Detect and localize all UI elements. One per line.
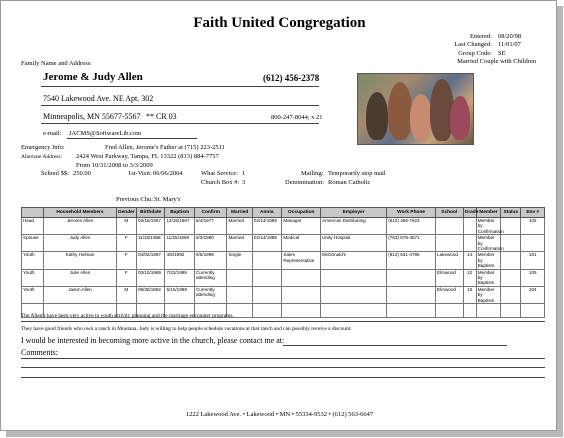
table-cell	[252, 269, 282, 286]
table-cell: 03/10/1989	[136, 269, 164, 286]
table-cell: Spouse	[22, 235, 44, 252]
table-cell: 12/15/1967	[165, 218, 195, 235]
table-cell: Elmwood	[436, 286, 463, 303]
mailing-value: Temporarily stop mail	[328, 170, 386, 177]
email-label: e-mail:	[43, 130, 62, 137]
table-cell: 6/3/1980	[194, 235, 227, 252]
table-cell	[463, 218, 476, 235]
table-cell: Elmwood	[436, 269, 463, 286]
first-visit-label: 1st-Visit:	[128, 170, 152, 177]
meta-label: Entered:	[469, 33, 492, 40]
table-cell: 4/8/1992	[165, 252, 195, 269]
what-service-label: What Service:	[201, 170, 238, 177]
table-cell: Single	[227, 252, 252, 269]
table-cell	[387, 269, 436, 286]
previous-church-value: St. Mary's	[154, 196, 181, 203]
table-cell	[501, 269, 521, 286]
table-cell: Kathy Holman	[44, 252, 116, 269]
table-cell: Unity Hospital	[321, 235, 387, 252]
table-cell	[521, 304, 545, 318]
page-shadow-bottom	[6, 431, 563, 437]
table-cell: 10	[463, 286, 476, 303]
emergency-label: Emergency Info:	[21, 144, 65, 151]
table-cell	[252, 286, 282, 303]
table-cell: 102	[521, 218, 545, 235]
column-header: Employer	[321, 208, 387, 218]
photo-figure	[450, 96, 470, 140]
table-cell	[501, 304, 521, 318]
name-underline	[41, 86, 319, 87]
table-cell: 14	[463, 252, 476, 269]
table-cell	[227, 269, 252, 286]
table-cell	[321, 269, 387, 286]
table-cell: Sales Representative	[282, 252, 321, 269]
column-header: School	[436, 208, 463, 218]
table-cell: American Distributing	[321, 218, 387, 235]
table-cell	[436, 235, 463, 252]
previous-church-label: Previous Chu:	[116, 196, 154, 203]
table-cell: Youth	[22, 252, 44, 269]
photo-figure	[410, 94, 432, 140]
comment-line	[21, 367, 545, 368]
column-header: Member	[476, 208, 500, 218]
table-cell	[501, 286, 521, 303]
table-cell: M	[116, 218, 136, 235]
column-header: Household Members	[44, 208, 116, 218]
table-cell: Member by Baptism	[476, 252, 500, 269]
table-cell	[321, 286, 387, 303]
column-header: Occupation	[282, 208, 321, 218]
table-cell: (763) 678-4571	[387, 235, 436, 252]
column-header: Birthdate	[136, 208, 164, 218]
meta-value: 08/20/98	[498, 33, 522, 40]
family-section-label: Family Name and Address:	[21, 60, 92, 67]
table-cell: 7/22/1995	[165, 269, 195, 286]
table-cell: 02/14/1988	[252, 235, 282, 252]
table-cell: 12	[463, 269, 476, 286]
table-cell: Head	[22, 218, 44, 235]
family-photo	[357, 73, 474, 145]
table-cell: Youth	[22, 269, 44, 286]
table-cell	[476, 304, 500, 318]
table-cell	[252, 304, 282, 318]
table-cell: Member by Baptism	[476, 286, 500, 303]
table-cell: Member by Baptism	[476, 269, 500, 286]
alt-address-dates: From 10/31/2008 to 3/3/2009	[76, 162, 153, 169]
table-cell: Medical	[282, 235, 321, 252]
email-value: JACMS@SoftwareLib.com	[69, 130, 142, 137]
table-cell: Jason Allen	[44, 286, 116, 303]
meta-group-desc	[454, 58, 536, 66]
emergency-value: Fred Allen, Jerome's Father at (715) 223-2511	[105, 144, 225, 151]
meta-label: Group Code:	[458, 49, 492, 57]
column-header: Baptism	[165, 208, 195, 218]
city-underline	[41, 123, 319, 124]
mailing-label: Mailing:	[301, 170, 324, 177]
church-box-value: 3	[242, 179, 246, 186]
column-header: Gender	[116, 208, 136, 218]
email-underline	[67, 138, 197, 139]
table-cell	[282, 269, 321, 286]
table-cell: 5/15/1998	[165, 286, 195, 303]
table-cell: Jerome Allen	[44, 218, 116, 235]
school-value: 250.00	[73, 170, 91, 177]
table-cell: Member by Confirmation	[477, 235, 504, 252]
photo-figure	[388, 82, 412, 140]
table-cell: 101	[521, 252, 545, 269]
table-row	[22, 218, 545, 235]
contact-input-line	[283, 345, 507, 346]
table-cell: Julie Allen	[44, 269, 116, 286]
table-cell: 104	[521, 286, 545, 303]
table-cell	[521, 235, 545, 252]
denomination-label: Denomination:	[285, 179, 324, 186]
table-cell: 04/02/1987	[136, 252, 164, 269]
column-header	[22, 208, 44, 218]
meta-last-changed	[454, 41, 536, 49]
table-header-row	[22, 208, 545, 218]
family-cr: ** CR 03	[146, 112, 177, 121]
street-underline	[41, 105, 319, 106]
column-header: Grade	[463, 208, 476, 218]
note-line-1: The Allen's have been very active in youth activity planning and the marriage encounter programs.	[21, 313, 234, 319]
column-header: Work Phone	[387, 208, 436, 218]
note-line-2: They have good friends who own a ranch in Montana. Judy is willing to help people schedule vacations at that ranch and can possibly receive a discount.	[21, 326, 352, 332]
table-cell: 03/15/1967	[136, 218, 164, 235]
column-header: Env #	[521, 208, 545, 218]
meta-entered	[454, 33, 536, 41]
table-cell	[321, 304, 387, 318]
family-phone: (612) 456-2378	[263, 73, 320, 83]
comment-line	[21, 377, 545, 378]
what-service-value: 1	[242, 170, 246, 177]
table-cell: Lakewood	[436, 252, 463, 269]
table-cell	[387, 286, 436, 303]
table-row	[22, 269, 545, 286]
column-header: Married	[227, 208, 252, 218]
church-box-label: Church Box #:	[201, 179, 240, 186]
table-cell	[436, 304, 463, 318]
column-header: Anniv.	[252, 208, 282, 218]
family-city-line: Minneapolis, MN 55677-5567	[43, 112, 141, 121]
column-header: Status	[501, 208, 521, 218]
table-cell: Married	[227, 218, 252, 235]
table-cell: Judy Allen	[44, 235, 116, 252]
table-cell: 105	[521, 269, 545, 286]
meta-label: Last Changed:	[454, 41, 492, 49]
page-title: Faith United Congregation	[193, 15, 366, 31]
table-cell	[387, 304, 436, 318]
table-cell: 5/5/1999	[194, 252, 227, 269]
comment-line	[21, 358, 545, 359]
meta-value: SE	[498, 49, 506, 57]
table-cell: Youth	[22, 286, 44, 303]
table-cell: McDonald's	[321, 252, 387, 269]
table-cell: 09/30/1992	[136, 286, 164, 303]
table-cell: M	[116, 286, 136, 303]
denomination-value: Roman Catholic	[328, 179, 371, 186]
table-cell: Member by Confirmation	[477, 218, 504, 234]
alt-address-label: Alternate Address:	[21, 154, 63, 160]
comments-label: Comments:	[21, 348, 58, 357]
group-description: Married Couple with Children	[457, 57, 536, 65]
table-cell: Married	[227, 235, 252, 252]
table-cell: 6/4/1977	[194, 218, 227, 235]
table-cell	[501, 252, 521, 269]
meta-group-code	[454, 50, 536, 58]
school-label: School $$:	[41, 170, 69, 177]
table-cell	[252, 252, 282, 269]
table-cell	[463, 304, 476, 318]
table-cell: F	[116, 269, 136, 286]
table-cell	[463, 235, 476, 252]
meta-value: 11/01/07	[498, 41, 521, 49]
table-cell: F	[116, 235, 136, 252]
table-cell: Manager	[282, 218, 321, 235]
record-meta	[454, 33, 536, 66]
table-cell: Currently attending	[194, 269, 227, 286]
footer-address: 1222 Lakewood Ave. • Lakewood • MN • 55334-9532 • (612) 563-6647	[185, 411, 374, 418]
table-row	[22, 235, 545, 252]
table-cell: Currently attending	[194, 286, 227, 303]
family-name: Jerome & Judy Allen	[43, 71, 143, 83]
page-shadow-right	[557, 6, 563, 437]
table-cell: (612) 456-7623	[387, 218, 436, 235]
interest-text: I would be interested in becoming more active in the church, please contact me at:	[21, 336, 285, 345]
table-cell: 11/15/1968	[136, 235, 164, 252]
column-header: Confirm	[194, 208, 227, 218]
table-cell: F	[116, 252, 136, 269]
family-alt-phone: 800-247-8044, x 21	[271, 114, 323, 121]
alt-address-value: 2424 West Parkway, Tampa, FL 13322 (813) 884-7757	[76, 153, 219, 160]
table-cell: (612) 631-4795	[387, 252, 436, 269]
table-cell	[282, 304, 321, 318]
first-visit-value: 06/06/2004	[153, 170, 183, 177]
table-cell	[227, 286, 252, 303]
table-cell: 02/14/1988	[252, 218, 282, 235]
table-cell	[436, 218, 463, 235]
family-street: 7540 Lakewood Ave. NE Apt. 302	[43, 94, 154, 103]
note-rule	[21, 321, 545, 322]
table-row	[22, 252, 545, 269]
photo-figure	[366, 92, 388, 140]
household-table	[21, 207, 545, 318]
table-row	[22, 286, 545, 303]
table-cell: 11/25/1968	[165, 235, 195, 252]
table-cell	[282, 286, 321, 303]
